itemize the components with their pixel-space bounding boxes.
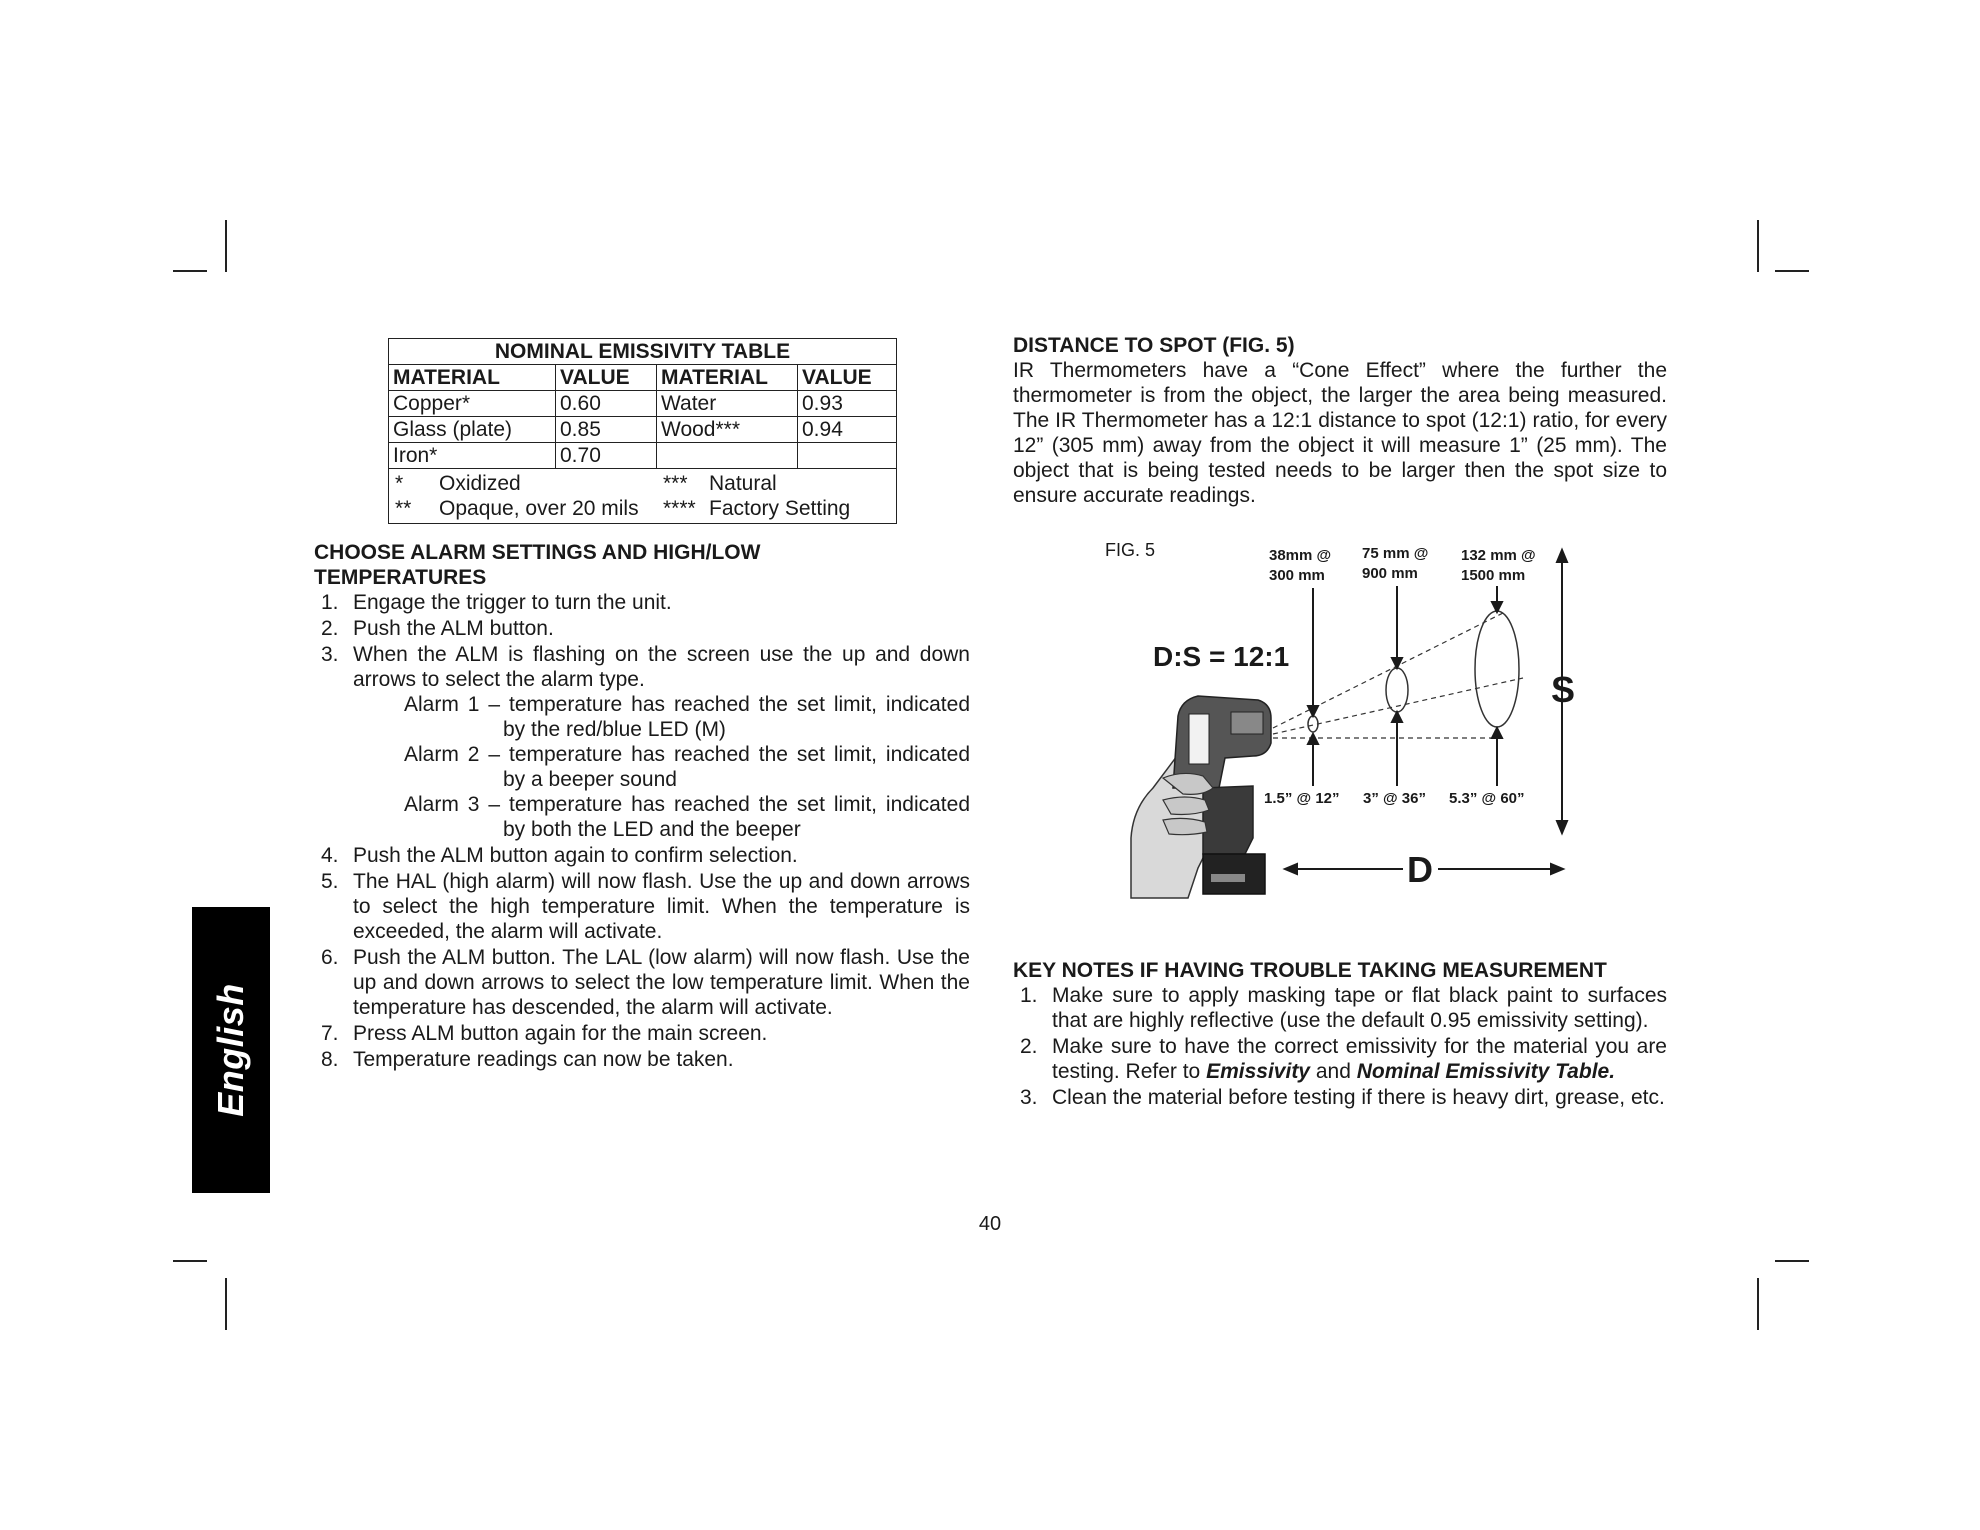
step-text: Push the ALM button.	[353, 617, 554, 640]
crop-mark	[173, 270, 207, 272]
footnote-line	[389, 496, 896, 521]
crop-mark	[1775, 270, 1809, 272]
language-tab-label: English	[210, 983, 252, 1117]
table-row	[389, 443, 897, 469]
footnote-mark: **	[395, 497, 412, 520]
figure-5	[1013, 538, 1667, 928]
spot-top-label: 132 mm @	[1461, 547, 1536, 564]
table-footnotes	[389, 469, 897, 524]
table-row	[389, 391, 897, 417]
alarm-steps	[314, 590, 970, 1072]
list-item: 1. Make sure to apply masking tape or flat black paint to surfaces that are highly reflective (use the default 0.95 emissivity setting).	[1020, 984, 1667, 1032]
table-cell	[798, 443, 897, 469]
step-text: Push the ALM button. The LAL (low alarm) will now flash. Use the up and down arrows to select the low temperature limit. When the temperature has descended, the alarm will activate.	[353, 946, 970, 1019]
table-cell	[657, 443, 798, 469]
table-header-row	[389, 365, 897, 391]
step-text: Press ALM button again for the main screen.	[353, 1022, 768, 1045]
table-cell: 0.85	[556, 417, 657, 443]
alarm-type: Alarm 3 – temperature has reached the set limit, indicated by both the LED and the beeper	[404, 793, 970, 841]
table-header: VALUE	[798, 365, 897, 391]
crop-mark	[173, 1260, 207, 1262]
table-cell: Water	[657, 391, 798, 417]
note-text: Make sure to have the correct emissivity for the material you are testing. Refer to	[1052, 1035, 1667, 1083]
arrows	[1285, 550, 1567, 874]
crop-mark	[1757, 1278, 1759, 1330]
table-cell: Glass (plate)	[389, 417, 556, 443]
footnote-text: Factory Setting	[709, 497, 851, 520]
page-number: 40	[978, 1213, 1002, 1235]
footnote-text: Natural	[709, 472, 777, 495]
list-item: 2. Make sure to have the correct emissivity for the material you are testing. Refer to Emissivity and Nominal Emissivity Table.	[1020, 1035, 1667, 1083]
table-header: MATERIAL	[389, 365, 556, 391]
step-text: Push the ALM button again to confirm selection.	[353, 844, 798, 867]
spot-top-label: 1500 mm	[1461, 567, 1526, 584]
spot-large	[1475, 611, 1519, 727]
table-row	[389, 417, 897, 443]
right-column	[1013, 333, 1667, 1111]
spot-bottom-label: 3” @ 36”	[1363, 790, 1426, 807]
alarm-type: Alarm 1 – temperature has reached the set limit, indicated by the red/blue LED (M)	[404, 693, 970, 741]
spot-top-label: 38mm @	[1269, 547, 1332, 564]
table-ref: Nominal Emissivity Table.	[1356, 1060, 1616, 1083]
table-cell: 0.60	[556, 391, 657, 417]
step-text: Engage the trigger to turn the unit.	[353, 591, 672, 614]
footnote-mark: ***	[663, 472, 688, 495]
spot-bottom-label: 5.3” @ 60”	[1449, 790, 1525, 807]
spot-small	[1308, 716, 1318, 732]
spot-top-label: 300 mm	[1269, 567, 1325, 584]
note-text: and	[1315, 1060, 1351, 1083]
figure-label: FIG. 5	[1105, 540, 1156, 560]
list-item: 1. Engage the trigger to turn the unit.	[321, 591, 672, 614]
step-text: Temperature readings can now be taken.	[353, 1048, 734, 1071]
spot-medium	[1386, 668, 1408, 712]
table-title: NOMINAL EMISSIVITY TABLE	[389, 339, 897, 365]
list-item: 6. Push the ALM button. The LAL (low alarm) will now flash. Use the up and down arrows to select the low temperature limit. When the temperature has descended, the alarm will activate.	[321, 946, 970, 1019]
list-item: 7. Press ALM button again for the main screen.	[321, 1022, 768, 1045]
table-cell: Wood***	[657, 417, 798, 443]
s-label: S	[1551, 669, 1576, 710]
distance-heading: DISTANCE TO SPOT (FIG. 5)	[1013, 334, 1295, 357]
crop-mark	[225, 1278, 227, 1330]
list-item: 5. The HAL (high alarm) will now flash. Use the up and down arrows to select the high temperature limit. When the temperature is exceeded, the alarm will activate.	[321, 870, 970, 943]
note-text: Make sure to apply masking tape or flat black paint to surfaces that are highly reflective (use the default 0.95 emissivity setting).	[1052, 984, 1667, 1032]
list-item: 4. Push the ALM button again to confirm selection.	[321, 844, 798, 867]
key-notes-list	[1013, 983, 1667, 1110]
left-column	[314, 338, 970, 1073]
ratio-label: D:S = 12:1	[1153, 641, 1290, 672]
step-text: When the ALM is flashing on the screen use the up and down arrows to select the alarm type.	[353, 643, 970, 691]
spot-top-label: 900 mm	[1362, 565, 1418, 582]
crop-mark	[1775, 1260, 1809, 1262]
spot-bottom-label: 1.5” @ 12”	[1264, 790, 1340, 807]
table-cell: Iron*	[389, 443, 556, 469]
alarm-type: Alarm 2 – temperature has reached the set limit, indicated by a beeper sound	[404, 743, 970, 791]
key-notes-heading: KEY NOTES IF HAVING TROUBLE TAKING MEASUREMENT	[1013, 959, 1607, 982]
spot-top-label: 75 mm @	[1362, 545, 1429, 562]
footnote-mark: *	[395, 472, 404, 495]
list-item: 8. Temperature readings can now be taken.	[321, 1048, 734, 1071]
step-text: The HAL (high alarm) will now flash. Use the up and down arrows to select the high temperature limit. When the temperature is exceeded, the alarm will activate.	[353, 870, 970, 943]
footnote-text: Opaque, over 20 mils	[439, 497, 639, 520]
table-header: MATERIAL	[657, 365, 798, 391]
alarm-heading: CHOOSE ALARM SETTINGS AND HIGH/LOW TEMPERATURES	[314, 541, 761, 589]
crop-mark	[225, 220, 227, 272]
emissivity-ref: Emissivity	[1206, 1060, 1310, 1083]
cone-diagram	[1013, 538, 1667, 928]
note-text: Clean the material before testing if there is heavy dirt, grease, etc.	[1052, 1086, 1665, 1109]
table-cell: 0.93	[798, 391, 897, 417]
footnote-mark: ****	[663, 497, 696, 520]
d-label: D	[1407, 849, 1433, 890]
thermometer-illustration	[1131, 696, 1271, 898]
language-tab	[192, 907, 270, 1193]
crop-mark	[1757, 220, 1759, 272]
footnote-text: Oxidized	[439, 472, 521, 495]
table-cell: 0.94	[798, 417, 897, 443]
table-cell: Copper*	[389, 391, 556, 417]
list-item: 3. When the ALM is flashing on the screen use the up and down arrows to select the alarm type. Alarm 1 – temperature has reached the set limit, indicated by the red/blue LED (M) Alarm 2 – temperature has reached the set limit, indicated by a beeper sound Alarm 3 – temperature has reached the set limit, indicated by both the LED and the beeper	[321, 643, 970, 841]
footnote-line	[389, 471, 896, 496]
table-cell: 0.70	[556, 443, 657, 469]
distance-body: IR Thermometers have a “Cone Effect” where the further the thermometer is from the object, the larger the area being measured. The IR Thermometer has a 12:1 distance to spot (12:1) ratio, for every 12” (305 mm) away from the object it will measure 1” (25 mm). The object that is being tested needs to be larger then the spot size to ensure accurate readings.	[1013, 359, 1667, 507]
list-item: 3. Clean the material before testing if there is heavy dirt, grease, etc.	[1020, 1086, 1665, 1109]
table-header: VALUE	[556, 365, 657, 391]
list-item: 2. Push the ALM button.	[321, 617, 554, 640]
emissivity-table	[388, 338, 897, 524]
